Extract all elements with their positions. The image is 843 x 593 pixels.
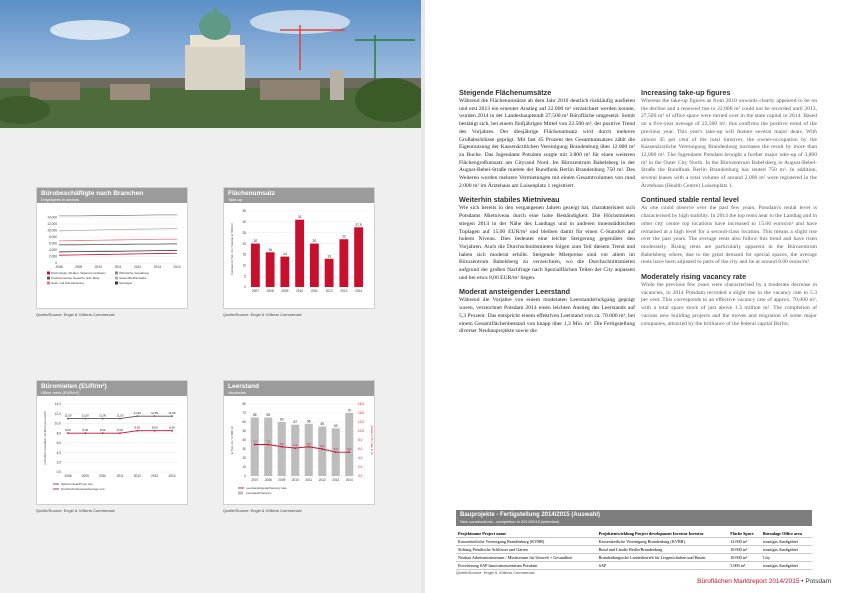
projects-table	[456, 530, 812, 568]
data-label: 60	[279, 417, 284, 422]
x-tick-label: 2011	[305, 478, 313, 482]
y2-tick-label: 8,0	[358, 438, 363, 443]
series-line	[59, 244, 177, 245]
paragraph: As one could observe over the past few years, Potsdam's rental level is characterised by high stability. In 2014 the top rents near to the Landtag and in other city centre top locations have increased to 15.00 euros/m² and have remained at a high level for a second-class location. This means a slight rise over the past years. The average rents also follow this trend and have risen moderately. Rising rents are particularly apparent in the Bürozentrum Babelsberg where, due to the great demand for special spaces, the average rents have been adjusted to parts of the city and lie at around 8.00 euros/m².	[641, 205, 817, 266]
data-label: 65	[266, 413, 271, 417]
data-point	[154, 430, 156, 432]
legend-swatch	[47, 282, 50, 285]
x-tick-label: 2011	[116, 474, 124, 478]
bar	[251, 418, 259, 477]
data-label: 11,50	[168, 411, 176, 416]
legend-label: Durchschnittsmiete/Average rent	[61, 487, 105, 492]
data-label: 8,50	[134, 425, 141, 430]
bar	[280, 257, 289, 287]
x-tick-label: 2014	[168, 474, 176, 478]
section-heading: Moderately rising vacancy rate	[641, 272, 747, 282]
y-tick-label: 8.000	[49, 235, 57, 240]
data-point	[335, 451, 337, 453]
legend-label: Gesundheit/Soziales	[119, 276, 147, 280]
x-tick-label: 2009	[75, 265, 83, 269]
data-label: 53	[333, 423, 338, 428]
legend-label: Technologie, Medien, Telekommunikation	[51, 271, 106, 275]
data-label: 58	[306, 419, 311, 424]
y-tick-label: 70	[242, 411, 246, 416]
table-cell: Bund und Länder Berlin/Brandenburg	[597, 546, 729, 554]
table-source: Quelle/Source: Engel & Völkers Commercial	[456, 570, 535, 575]
section-heading: Steigende Flächenumsätze	[459, 88, 552, 97]
x-tick-label: 2014	[345, 478, 353, 482]
x-tick-label: 2013	[151, 474, 159, 478]
y-tick-label: 20	[242, 241, 246, 246]
x-tick-label: 2014	[173, 265, 181, 269]
paragraph: Whereas the take-up figures as from 2010 onwards clearly appeared to be on the decline and a renewed rise to 22,000 m² could not be recorded until 2013, 27,500 m² of office space were turned over in the state capital in 2014. Based on a five-year average of 22,500 m², this confirms the positive trend of the previous year. This year's take-up will feature several major deals. With almost 45 per cent of the total turnover, the owner-occupation by the Kassenärztliche Vereinigung Brandenburg increases the result by more than 12,000 m². The Jugendamt Potsdam brought a further major take-up of 3,800 m² in the Outer City North. In the Bürozentrum Babelsberg in August-Bebel-Straße the Rundfunk Berlin Brandenburg has rented 750 m². In addition, several leases with a total volume of around 2,000 m² were registered in the Ärztehaus (Health Centre) Luisenplatz 1.	[641, 98, 817, 189]
data-label: 16	[268, 247, 273, 252]
y-tick-label: 50	[242, 429, 246, 434]
paragraph: Während die Vorjahre von einem moderaten Leerstandsrückgang geprägt waren, verzeichnet Potsdam 2014 einen leichten Anstieg des Leerstands auf 5,3 Prozent. Das entspricht einem effektiven Leerstand von ca. 70.000 m², bei einem Gesamtflächenbestand von knapp über 1,3 Mio. m². Die Fertigstellung diverser Neubauprojekte sowie die	[459, 297, 635, 335]
legend-label: Sonstiges	[119, 281, 133, 285]
chart-title: Bürobeschäftigte nach Branchen	[41, 190, 144, 197]
table-cell: Stiftung Preußische Schlösser und Gärten	[456, 546, 597, 554]
data-label: 8,00	[117, 428, 123, 433]
data-label: 6,2	[293, 443, 298, 448]
data-point	[84, 418, 86, 420]
data-label: 11,00	[99, 413, 107, 418]
y2-axis-label: Quote in % / rate in %	[370, 425, 374, 455]
bar	[339, 239, 348, 287]
data-label: 8,00	[82, 428, 89, 433]
vacancy-bar-chart	[224, 396, 374, 504]
chart-source: Quelle/Source: Engel & Völkers Commercial	[36, 312, 115, 317]
y-tick-label: 5	[244, 274, 246, 279]
rents-chart-card	[36, 380, 188, 505]
x-tick-label: 2010	[99, 474, 107, 478]
data-label: 22	[341, 234, 346, 239]
x-tick-label: 2008	[264, 478, 272, 482]
bar	[318, 427, 326, 477]
data-label: 11,00	[116, 413, 124, 418]
section-heading: Weiterhin stabiles Mietniveau	[459, 195, 560, 205]
table-row	[456, 546, 812, 554]
legend-swatch	[115, 272, 118, 275]
data-label: 11,50	[133, 411, 141, 416]
bar	[264, 418, 272, 477]
y-tick-label: 6.000	[49, 241, 57, 246]
data-point	[67, 418, 69, 420]
y2-tick-label: 16,0	[358, 402, 365, 407]
data-label: 57	[293, 420, 298, 425]
column-header: Fläche Space	[728, 530, 761, 538]
y-tick-label: 0	[244, 474, 246, 479]
bar	[354, 227, 363, 287]
data-point	[136, 415, 138, 417]
table-cell: 5.000 m²	[728, 562, 761, 570]
y-tick-label: 15	[242, 252, 246, 257]
card-header	[224, 381, 374, 396]
section-heading: Moderat ansteigender Leerstand	[459, 287, 571, 297]
y-tick-label: 10,0	[54, 421, 61, 426]
y2-tick-label: 4,0	[358, 456, 363, 461]
bar	[325, 259, 334, 287]
column-header: Büroalage Office area	[761, 530, 812, 538]
data-label: 8,00	[65, 428, 71, 433]
data-label: 5,3	[347, 447, 352, 452]
card-header	[37, 188, 187, 203]
y2-tick-label: 0,0	[358, 474, 363, 479]
section-heading: Increasing take-up figures	[641, 88, 731, 97]
legend-swatch	[238, 492, 243, 495]
data-point	[67, 432, 69, 434]
data-point	[136, 430, 138, 432]
data-point	[348, 451, 350, 453]
table-header-row	[456, 530, 812, 538]
page-footer	[697, 578, 831, 585]
takeup-bar-chart	[224, 203, 374, 308]
bar	[345, 413, 353, 476]
x-tick-label: 2008	[55, 265, 63, 269]
data-label: 6,0	[320, 444, 325, 448]
y-tick-label: 10	[242, 465, 246, 470]
y-axis-label: in Tsd. m² / in '000 m²	[230, 425, 234, 455]
chart-source: Quelle/Source: Engel & Völkers Commercial	[223, 312, 302, 317]
data-point	[321, 448, 323, 450]
data-label: 27,5	[355, 222, 362, 227]
y-tick-label: 30	[242, 447, 246, 452]
x-tick-label: 2012	[325, 289, 333, 293]
y-tick-label: 10	[242, 263, 246, 268]
x-tick-label: 2007	[251, 289, 259, 293]
bar	[278, 422, 286, 476]
y-tick-label: 2,0	[56, 460, 61, 465]
legend-swatch	[115, 282, 118, 285]
table-title: Bauprojekte - Fertigstellung 2014/2015 (Auswahl)	[460, 512, 601, 518]
x-tick-label: 2009	[278, 478, 286, 482]
y-tick-label: 0	[244, 285, 246, 290]
chart-subtitle: Office rents (EUR/m²)	[41, 390, 80, 395]
chart-subtitle: Employees in sectors	[41, 197, 80, 202]
data-point	[84, 432, 86, 434]
x-tick-label: 2011	[114, 265, 122, 269]
y-tick-label: 14,0	[54, 402, 61, 407]
takeup-chart-card	[223, 187, 375, 309]
y-tick-label: 0	[55, 261, 57, 266]
article-german-column	[459, 88, 635, 341]
chart-title: Leerstand	[228, 383, 260, 390]
data-label: 11,00	[81, 413, 89, 418]
card-header	[37, 381, 187, 396]
y2-tick-label: 12,0	[358, 420, 365, 425]
data-point	[119, 432, 121, 434]
data-label: 11,00	[64, 413, 72, 418]
data-label: 7,0	[252, 439, 257, 444]
y2-tick-label: 10,0	[358, 429, 365, 434]
table-cell: 12.000 m²	[728, 538, 761, 546]
y2-tick-label: 14,0	[358, 411, 365, 416]
chart-subtitle: Take-up	[228, 197, 243, 202]
data-point	[308, 446, 310, 448]
city-skyline-photo	[0, 0, 421, 128]
series-line	[59, 215, 177, 216]
table-cell: Brandenburgische Landesbetrieb für Liegenschaften und Bauen	[597, 554, 729, 562]
y-tick-label: 25	[242, 230, 246, 235]
legend-label: Öffentliche Verwaltung	[119, 271, 149, 275]
x-tick-label: 2009	[281, 289, 289, 293]
column-header: Projektentwicklung Project development Investor Investor	[597, 530, 729, 538]
x-tick-label: 2014	[355, 289, 363, 293]
data-label: 13	[327, 254, 332, 259]
right-page	[425, 0, 843, 593]
data-label: 55	[320, 422, 325, 426]
paragraph: Während die Flächenumsätze ab dem Jahr 2010 deutlich rückläufig ausfielen und erst 2013 ein erneuter Anstieg auf 22.000 m² verzeichnet werden konnte, wurden 2014 in der Landeshauptstadt 27.500 m² Bürofläche umgesetzt. Somit bestätigt sich, bei einem fünfjährigen Mittel von 22.500 m², der positive Trend des Vorjahres. Der diesjährige Flächenumsatz wird durch mehrere Großabschlüsse geprägt. Mit fast 45 Prozent des Gesamtumsatzes zählt die Eigennutzung der Kassenärztlichen Vereinigung Brandenburg über 12.000 m² zu Buche. Das Jugendamt Potsdam sorgte mit 3.800 m² für einen weiteren Flächengroßumsatz am Cityrand Nord. Im Bürozentrum Babelsberg in der August-Bebel-Straße mietete der Rundfunk Berlin Brandenburg 750 m². Des Weiteren wurden mehrere Vermietungen mit einem Gesamtvolumen von rund 2.000 m² im Ärztehaus am Luisenplatz 1 registriert.	[459, 98, 635, 189]
y-tick-label: 2.000	[49, 254, 57, 259]
series-line	[59, 253, 177, 255]
y-tick-label: 14.000	[47, 215, 57, 220]
data-label: 65	[252, 413, 257, 417]
data-point	[102, 432, 104, 434]
x-tick-label: 2013	[340, 289, 348, 293]
y-tick-label: 80	[242, 402, 246, 407]
table-row	[456, 562, 812, 570]
y-axis-label: Volumen in Tsd. m² / Volume in '000 m²	[230, 223, 234, 275]
bar	[305, 424, 313, 476]
x-tick-label: 2010	[291, 478, 299, 482]
bar	[251, 244, 260, 287]
x-tick-label: 2012	[134, 265, 142, 269]
y-tick-label: 20	[242, 456, 246, 461]
legend-label: Spitzenmiete/Prime rent	[61, 482, 94, 487]
data-point	[281, 446, 283, 448]
vacancy-chart-card	[223, 380, 375, 505]
rents-line-chart	[37, 396, 187, 504]
x-tick-label: 2009	[81, 474, 89, 478]
legend-label: Produzierendes Gewerbe (inkl. Bau)	[51, 276, 100, 280]
chart-subtitle: Vacancies	[228, 390, 247, 395]
footer-report-title: Büroflächen Marktreport 2014/2015	[697, 578, 800, 585]
y-tick-label: 4.000	[49, 248, 57, 253]
data-label: 6,5	[279, 441, 284, 446]
card-header	[224, 188, 374, 203]
table-row	[456, 538, 812, 546]
x-tick-label: 2013	[153, 265, 161, 269]
bar	[295, 220, 304, 287]
data-label: 8,50	[151, 425, 158, 430]
y-tick-label: 12,0	[54, 411, 61, 416]
table-cell: sonstiges Stadtgebiet	[761, 562, 812, 570]
x-tick-label: 2013	[332, 478, 340, 482]
data-point	[267, 444, 269, 446]
bar	[310, 244, 319, 287]
chart-source: Quelle/Source: Engel & Völkers Commercial	[36, 508, 115, 513]
data-point	[154, 415, 156, 417]
y-tick-label: 10.000	[47, 228, 57, 233]
y-axis-label: in EUR/m² monatlich / EUR/m² per month	[43, 411, 47, 465]
data-point	[119, 418, 121, 420]
data-label: 11,50	[151, 411, 159, 416]
data-label: 8,00	[99, 428, 106, 433]
y-tick-label: 12.000	[47, 222, 57, 227]
y2-tick-label: 6,0	[358, 447, 363, 452]
employees-line-chart	[37, 203, 187, 308]
x-tick-label: 2008	[266, 289, 274, 293]
legend-label: Leerstand/Vacancy	[246, 491, 272, 496]
column-header: Projektname Project name	[456, 530, 597, 538]
table-cell: City	[761, 554, 812, 562]
y-tick-label: 35	[242, 209, 246, 214]
y-tick-label: 60	[242, 420, 246, 425]
bar	[266, 252, 275, 287]
legend-swatch	[47, 272, 50, 275]
table-cell: 10.000 m²	[728, 554, 761, 562]
y2-tick-label: 2,0	[358, 465, 363, 470]
y-tick-label: 30	[242, 220, 246, 225]
chart-title: Flächenumsatz	[228, 190, 275, 197]
data-label: 7,0	[266, 439, 271, 444]
table-cell: SAP	[597, 562, 729, 570]
data-point	[171, 415, 173, 417]
data-point	[254, 444, 256, 446]
data-label: 5,3	[333, 447, 338, 452]
data-label: 14	[282, 252, 287, 257]
data-point	[102, 418, 104, 420]
legend-swatch	[115, 277, 118, 280]
x-tick-label: 2010	[94, 265, 102, 269]
legend-label: Leerstandsquote/Vacancy rate	[246, 486, 287, 491]
table-cell: Kassenärztliche Vereinigung Brandenburg (KVBB)	[597, 538, 729, 546]
series-line	[59, 250, 177, 252]
paragraph: While the previous few years were characterised by a moderate decrease in vacancies, in 2014 Potsdam recorded a slight rise in the vacancy rate to 5.3 per cent. This corresponds to an effective vacancy rate of approx. 70,000 m², with a total space stock of just above 1.3 million m². The completion of various new building projects and the moves and migration of some major companies, attracted by the brilliance of the federal capital Berlin,	[641, 282, 817, 327]
data-label: 70	[347, 408, 352, 413]
legend-label: Geld- und Dienstleistung	[51, 281, 84, 285]
chart-source: Quelle/Source: Engel & Völkers Commercial	[223, 508, 302, 513]
data-label: 31	[297, 215, 302, 220]
series-line	[59, 239, 177, 241]
table-cell: sonstiges Stadtgebiet	[761, 538, 812, 546]
table-cell: Kassenärztliche Vereinigung Brandenburg (KVBB)	[456, 538, 597, 546]
table-cell: Erweiterung SAP Innovationszentrum Potsdam	[456, 562, 597, 570]
y-tick-label: 40	[242, 438, 246, 443]
data-point	[294, 447, 296, 449]
data-point	[171, 430, 173, 432]
x-tick-label: 2010	[296, 289, 304, 293]
data-label: 6,5	[306, 441, 311, 446]
table-cell: 10.000 m²	[728, 546, 761, 554]
footer-separator: •	[801, 578, 806, 585]
footer-place: Potsdam	[805, 578, 831, 585]
chart-title: Büromieten (EUR/m²)	[41, 383, 107, 390]
legend-swatch	[47, 277, 50, 280]
paragraph: Wie sich bereits in den vergangenen Jahren gezeigt hat, charakterisiert sich Potsdams Mietniveau durch eine hohe Beständigkeit. Die Höchstmieten stiegen 2014 in der Nähe des Landtags und in anderen innenstädtischen Toplagen auf 15,00 EUR/m² und bleiben damit für einen C-Standort auf hohem Niveau. Dies bedeutet eine leichte Steigerung gegenüber den Vorjahren. Auch die Durchschnittsmieten folgen zum Teil diesem Trend und haben sich moderat erhöht. Steigende Mietpreise sind vor allem im Bürozentrum Babelsberg zu verzeichnen, wo die Durchschnittsmieten aufgrund der großen Nachfrage nach Spezialflächen Teilen der City anpassen und bei etwa 8,00 EUR/m² liegen.	[459, 205, 635, 281]
table-subtitle: New constructions - completion in 2014/2015 (selection)	[460, 519, 560, 524]
bar	[291, 425, 299, 476]
x-tick-label: 2011	[310, 289, 318, 293]
table-cell: sonstiges Stadtgebiet	[761, 546, 812, 554]
y-tick-label: 8,0	[56, 431, 61, 436]
section-heading: Continued stable rental level	[641, 195, 739, 205]
data-label: 8,50	[169, 425, 175, 430]
table-row	[456, 554, 812, 562]
left-page	[0, 0, 421, 593]
y-tick-label: 4,0	[56, 450, 61, 455]
x-tick-label: 2008	[64, 474, 72, 478]
x-tick-label: 2007	[251, 478, 259, 482]
x-tick-label: 2012	[318, 478, 326, 482]
data-label: 20	[253, 239, 258, 244]
y-tick-label: 0,0	[56, 470, 61, 475]
employees-chart-card	[36, 187, 188, 309]
data-label: 20	[312, 239, 317, 244]
x-tick-label: 2012	[133, 474, 141, 478]
y-tick-label: 6,0	[56, 441, 61, 446]
article-english-column	[641, 88, 817, 333]
table-cell: Neubau Arbeitsministerium / Ministerium für Umwelt + Gesundheit	[456, 554, 597, 562]
projects-table-header	[456, 510, 812, 526]
